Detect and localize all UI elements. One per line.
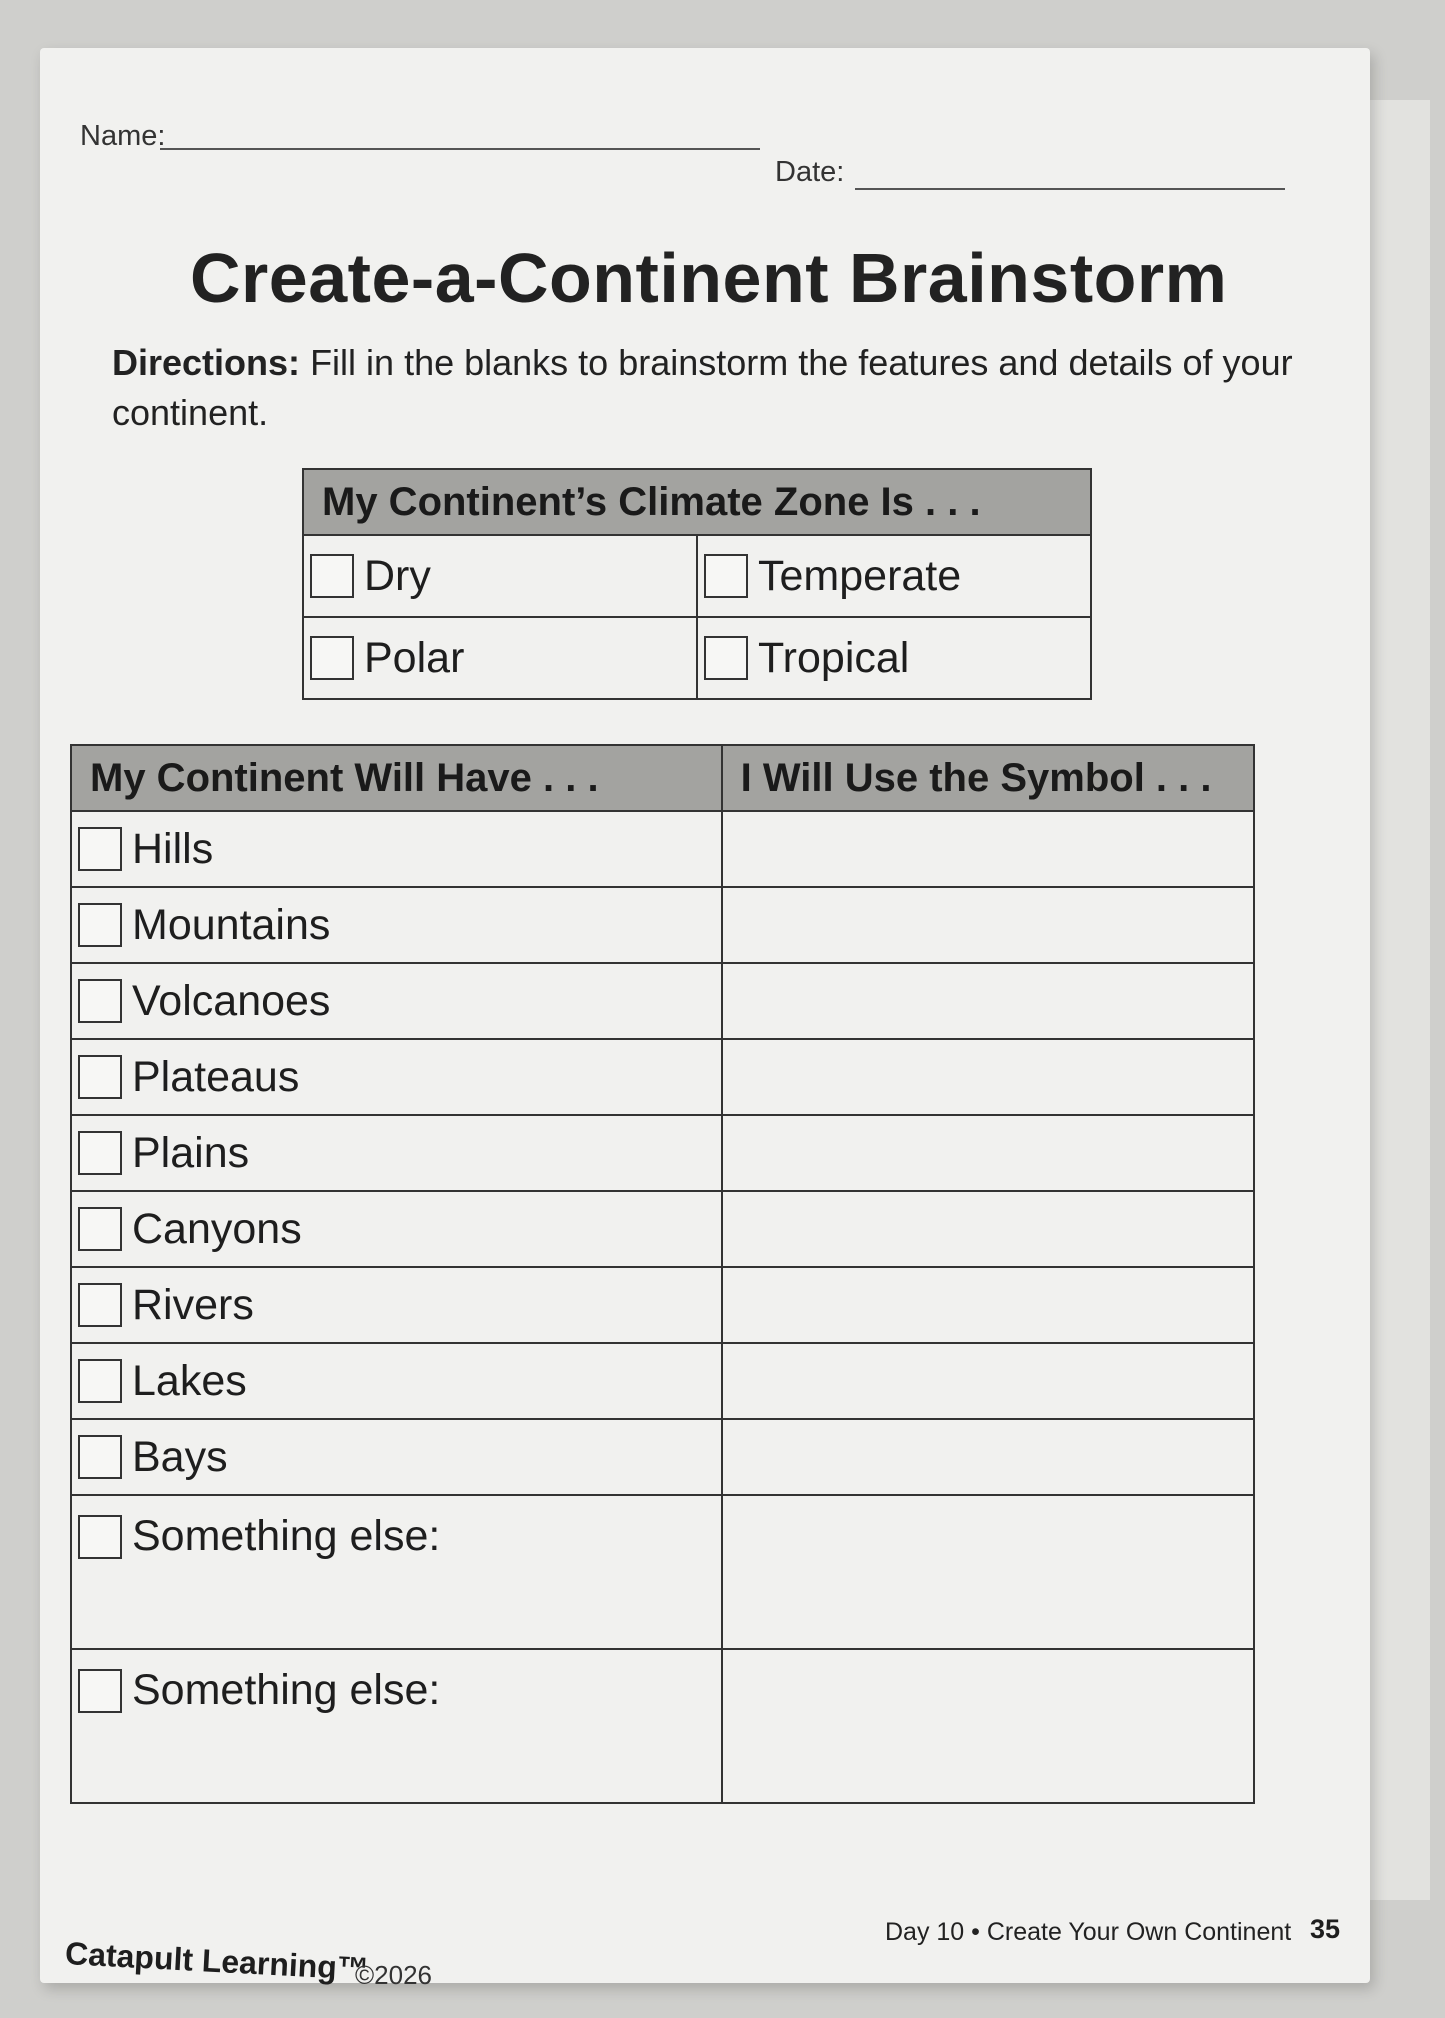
symbol-cell[interactable] xyxy=(722,1343,1254,1419)
checkbox[interactable] xyxy=(78,1669,122,1713)
name-line[interactable] xyxy=(160,148,760,150)
symbol-cell[interactable] xyxy=(722,1039,1254,1115)
table-row xyxy=(71,1495,1254,1649)
checkbox[interactable] xyxy=(310,554,354,598)
climate-zone-table xyxy=(302,468,1092,700)
checkbox[interactable] xyxy=(310,636,354,680)
feature-something-else-1[interactable]: Something else: xyxy=(71,1495,722,1649)
next-page-edge xyxy=(1360,100,1430,1900)
date-label: Date: xyxy=(775,156,845,188)
feature-lakes[interactable]: Lakes xyxy=(71,1343,722,1419)
date-line[interactable] xyxy=(855,188,1285,190)
table-row xyxy=(71,1039,1254,1115)
checkbox[interactable] xyxy=(78,1283,122,1327)
checkbox[interactable] xyxy=(78,1435,122,1479)
symbol-cell[interactable] xyxy=(722,1115,1254,1191)
feature-bays[interactable]: Bays xyxy=(71,1419,722,1495)
table-row xyxy=(71,1419,1254,1495)
page-title: Create-a-Continent Brainstorm xyxy=(190,239,1228,317)
checkbox[interactable] xyxy=(78,1515,122,1559)
table-row xyxy=(71,1343,1254,1419)
table-row xyxy=(71,811,1254,887)
feature-plateaus[interactable]: Plateaus xyxy=(71,1039,722,1115)
feature-plains[interactable]: Plains xyxy=(71,1115,722,1191)
symbol-cell[interactable] xyxy=(722,963,1254,1039)
climate-table-heading: My Continent’s Climate Zone Is . . . xyxy=(303,469,1091,535)
checkbox[interactable] xyxy=(78,1359,122,1403)
features-table xyxy=(70,744,1255,1804)
directions xyxy=(112,338,1307,438)
table-row xyxy=(71,1649,1254,1803)
feature-something-else-2[interactable]: Something else: xyxy=(71,1649,722,1803)
climate-option-tropical[interactable]: Tropical xyxy=(697,617,1091,699)
feature-rivers[interactable]: Rivers xyxy=(71,1267,722,1343)
feature-hills[interactable]: Hills xyxy=(71,811,722,887)
symbol-cell[interactable] xyxy=(722,811,1254,887)
checkbox[interactable] xyxy=(78,903,122,947)
table-row xyxy=(71,1267,1254,1343)
symbol-cell[interactable] xyxy=(722,1649,1254,1803)
table-row xyxy=(71,963,1254,1039)
climate-option-polar[interactable]: Polar xyxy=(303,617,697,699)
symbol-cell[interactable] xyxy=(722,1267,1254,1343)
climate-option-temperate[interactable]: Temperate xyxy=(697,535,1091,617)
copyright: ©2026 xyxy=(355,1960,432,1990)
feature-canyons[interactable]: Canyons xyxy=(71,1191,722,1267)
symbol-col-heading: I Will Use the Symbol . . . xyxy=(722,745,1254,811)
checkbox[interactable] xyxy=(704,636,748,680)
checkbox[interactable] xyxy=(78,979,122,1023)
publisher-logo: Catapult Learning™ xyxy=(64,1935,370,1987)
checkbox[interactable] xyxy=(78,1207,122,1251)
lesson-footer: Day 10 • Create Your Own Continent xyxy=(885,1918,1292,1946)
worksheet-page xyxy=(40,48,1370,1990)
table-row xyxy=(71,887,1254,963)
features-col-heading: My Continent Will Have . . . xyxy=(71,745,722,811)
feature-volcanoes[interactable]: Volcanoes xyxy=(71,963,722,1039)
name-label: Name: xyxy=(80,120,166,152)
checkbox[interactable] xyxy=(78,827,122,871)
feature-mountains[interactable]: Mountains xyxy=(71,887,722,963)
climate-option-dry[interactable]: Dry xyxy=(303,535,697,617)
directions-text: Fill in the blanks to brainstorm the features and details of your continent. xyxy=(112,342,1293,433)
symbol-cell[interactable] xyxy=(722,1191,1254,1267)
table-row xyxy=(71,1191,1254,1267)
checkbox[interactable] xyxy=(78,1055,122,1099)
table-row xyxy=(71,1115,1254,1191)
page-number: 35 xyxy=(1310,1914,1341,1944)
checkbox[interactable] xyxy=(704,554,748,598)
directions-label: Directions: xyxy=(112,342,301,383)
checkbox[interactable] xyxy=(78,1131,122,1175)
symbol-cell[interactable] xyxy=(722,887,1254,963)
symbol-cell[interactable] xyxy=(722,1419,1254,1495)
symbol-cell[interactable] xyxy=(722,1495,1254,1649)
